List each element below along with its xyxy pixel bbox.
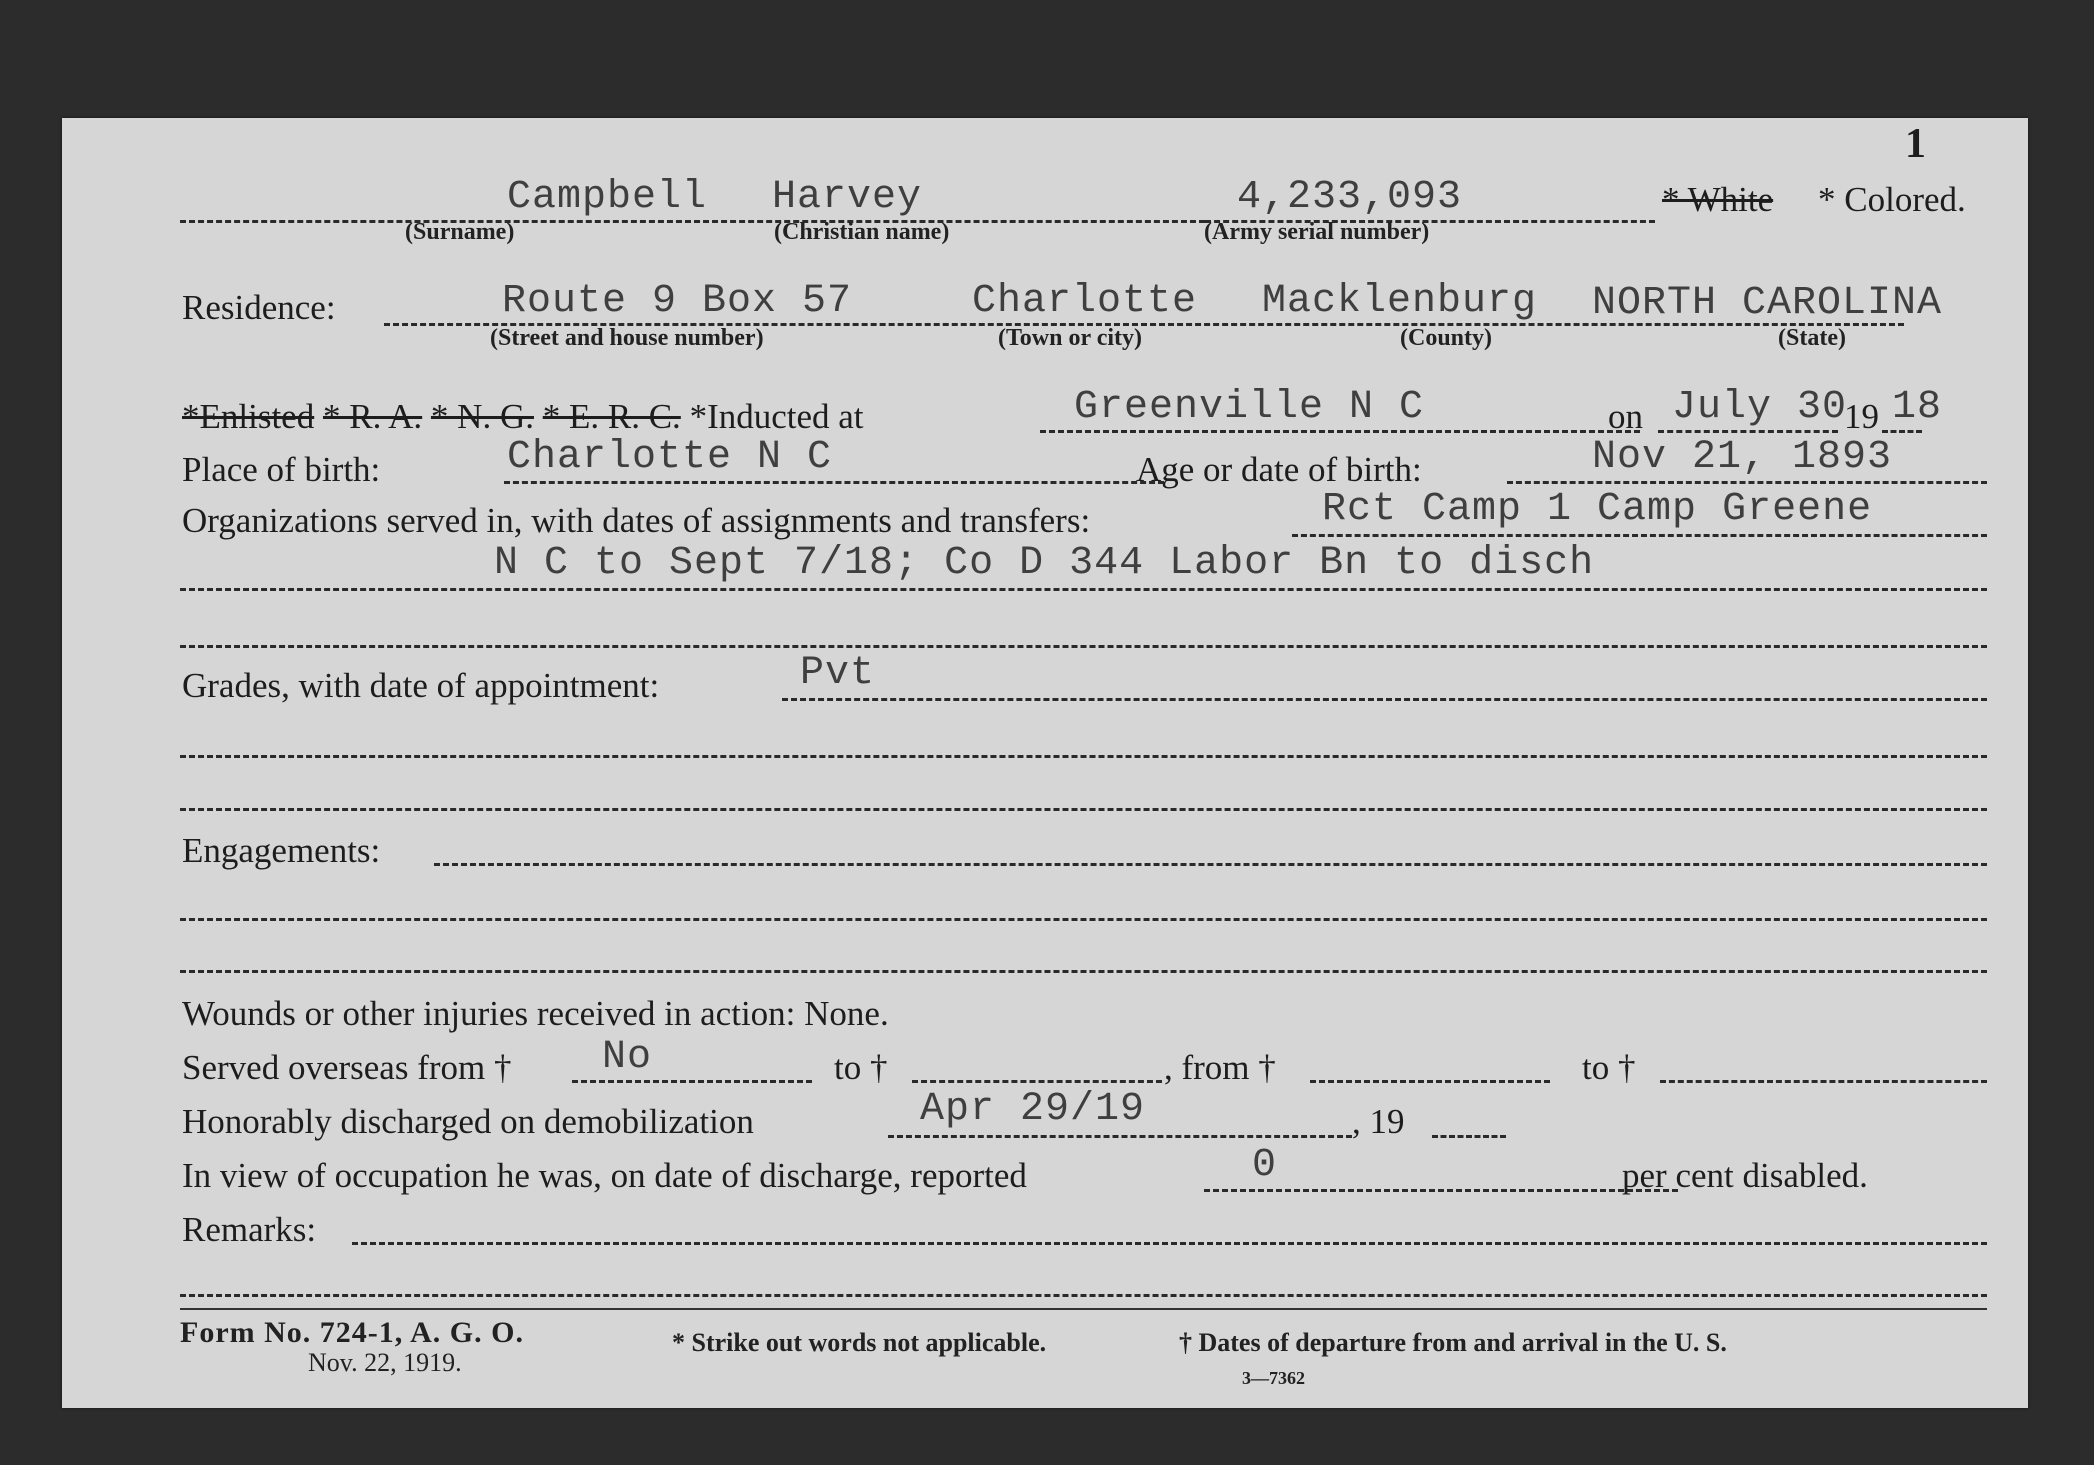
on-label: on	[1608, 397, 1643, 436]
overseas-from-label: Served overseas from †	[182, 1048, 512, 1087]
organizations-value-1: Rct Camp 1 Camp Greene	[1322, 487, 1873, 532]
inducted-label: *Inducted at	[689, 397, 864, 436]
remarks-line-1	[352, 1242, 1987, 1245]
grades-value: Pvt	[800, 651, 876, 696]
remarks-label: Remarks:	[182, 1210, 317, 1249]
residence-town-value: Charlotte	[972, 279, 1198, 324]
overseas-to-label: to †	[834, 1048, 888, 1087]
bottom-rule	[180, 1308, 1987, 1310]
organizations-line-2	[180, 588, 1987, 591]
strike-out-note: * Strike out words not applicable.	[672, 1328, 1047, 1357]
date-of-birth-line	[1507, 481, 1987, 484]
race-white-option: * White	[1662, 180, 1774, 219]
christian-name-value: Harvey	[772, 175, 923, 220]
grades-line-2	[180, 755, 1987, 758]
surname-caption: (Surname)	[405, 219, 515, 245]
inducted-date-line	[1658, 430, 1838, 433]
place-of-birth-line	[504, 481, 1164, 484]
place-of-birth-label: Place of birth:	[182, 450, 381, 489]
residence-label: Residence:	[182, 288, 336, 327]
race-colored-option: * Colored.	[1818, 180, 1966, 219]
serial-caption: (Army serial number)	[1204, 219, 1430, 245]
form-date: Nov. 22, 1919.	[308, 1348, 462, 1377]
inducted-place-line	[1040, 430, 1640, 433]
street-caption: (Street and house number)	[490, 325, 764, 351]
remarks-line-2	[180, 1294, 1987, 1297]
organizations-value-2: N C to Sept 7/18; Co D 344 Labor Bn to disch	[494, 541, 1595, 586]
overseas-to2-label: to †	[1582, 1048, 1636, 1087]
engagements-label: Engagements:	[182, 831, 381, 870]
disability-label: In view of occupation he was, on date of discharge, reported	[182, 1156, 1027, 1195]
discharge-date-line	[888, 1135, 1352, 1138]
inducted-date-value: July 30	[1672, 385, 1848, 430]
discharge-year-label: , 19	[1352, 1102, 1405, 1141]
town-caption: (Town or city)	[998, 325, 1142, 351]
card-number: 1	[1905, 121, 1926, 167]
inducted-year-line	[1882, 430, 1922, 433]
disability-suffix: per cent disabled.	[1622, 1156, 1868, 1195]
overseas-to-line	[912, 1080, 1162, 1083]
place-of-birth-value: Charlotte N C	[507, 435, 833, 480]
print-code: 3—7362	[1242, 1368, 1305, 1388]
enlisted-option: *Enlisted	[182, 397, 315, 436]
service-record-card	[62, 118, 2028, 1408]
overseas-from2-line	[1310, 1080, 1550, 1083]
residence-county-value: Macklenburg	[1262, 279, 1538, 324]
christian-name-caption: (Christian name)	[774, 219, 950, 245]
form-number: Form No. 724-1, A. G. O.	[180, 1316, 524, 1349]
erc-option: * E. R. C.	[542, 397, 681, 436]
organizations-label: Organizations served in, with dates of assignments and transfers:	[182, 501, 1091, 540]
surname-line	[180, 220, 1205, 223]
grades-label: Grades, with date of appointment:	[182, 666, 660, 705]
disability-value: 0	[1252, 1143, 1278, 1188]
discharge-label: Honorably discharged on demobilization	[182, 1102, 754, 1141]
grades-line-3	[180, 808, 1987, 811]
date-of-birth-value: Nov 21, 1893	[1592, 435, 1893, 480]
wounds-label: Wounds or other injuries received in action: None.	[182, 994, 889, 1033]
state-caption: (State)	[1778, 325, 1846, 351]
disability-line	[1204, 1189, 1678, 1192]
surname-value: Campbell	[507, 175, 708, 220]
overseas-from-value: No	[602, 1035, 653, 1080]
engagements-line-3	[180, 970, 1987, 973]
engagements-line-1	[434, 863, 1987, 866]
ng-option: * N. G.	[430, 397, 534, 436]
overseas-to2-line	[1660, 1080, 1987, 1083]
inducted-place-value: Greenville N C	[1074, 385, 1425, 430]
organizations-line-3	[180, 645, 1987, 648]
overseas-from-line	[572, 1080, 812, 1083]
year-prefix: 19	[1844, 397, 1879, 436]
ra-option: * R. A.	[322, 397, 423, 436]
county-caption: (County)	[1400, 325, 1493, 351]
army-serial-value: 4,233,093	[1237, 175, 1463, 220]
overseas-from2-label: , from †	[1164, 1048, 1276, 1087]
enlistment-options	[182, 397, 864, 437]
organizations-line-1	[1292, 534, 1987, 537]
date-of-birth-label: Age or date of birth:	[1136, 450, 1422, 489]
discharge-year-line	[1432, 1135, 1506, 1138]
engagements-line-2	[180, 918, 1987, 921]
discharge-date-value: Apr 29/19	[920, 1087, 1146, 1132]
inducted-year-value: 18	[1892, 385, 1943, 430]
grades-line-1	[782, 698, 1987, 701]
dates-footnote: † Dates of departure from and arrival in the U. S.	[1179, 1328, 1727, 1357]
residence-state-value: NORTH CAROLINA	[1592, 281, 1943, 326]
residence-street-value: Route 9 Box 57	[502, 279, 853, 324]
